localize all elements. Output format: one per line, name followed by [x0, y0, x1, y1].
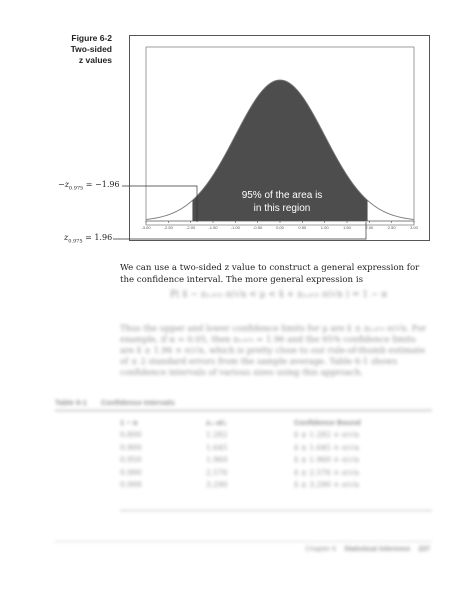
x-tick-label: 2.50 [387, 225, 396, 230]
confidence-formula: P( x̄ − z₀.₉₇₅ σ/√n < μ < x̄ + z₀.₉₇₅ σ/√n ) = 1 − α [170, 290, 388, 300]
table-title: Confidence Intervals [100, 398, 175, 407]
figure-title-line2: z values [78, 55, 112, 65]
footer-section: Statistical Inference [344, 546, 411, 553]
x-tick-label: -1.50 [208, 225, 218, 230]
page-footer [268, 546, 430, 553]
table-header-cell: Confidence Bound [294, 417, 361, 427]
x-tick-label: 1.00 [320, 225, 329, 230]
table-cell: 1.645 [206, 442, 228, 452]
table-cell: 0.999 [120, 480, 142, 490]
table-cell: x̄ ± 1.645 × σ/√n [294, 442, 360, 452]
table-cell: 3.290 [206, 480, 228, 490]
table-top-rule [55, 410, 432, 411]
table-row [120, 441, 432, 454]
x-tick-label: 2.00 [365, 225, 374, 230]
figure-title-line1: Two-sided [70, 44, 112, 54]
footer-rule [55, 541, 432, 542]
paragraph-2: Thus the upper and lower confidence limits for μ are x̄ ± z₀.₉₇₅ σ/√n. For example, if α = 0.05, then z₀.₉₇₅ = 1.96 and the 95% confidence limits are x̄ ± 1.96 × σ/√n, which is pretty close to our rule-of-thumb estimate of ± 2 standard errors from the sample average. Table 6-1 shows confidence intervals of various sizes using this approach. [120, 323, 427, 377]
lower-z-symbol: −z [58, 180, 69, 189]
table-header-cell: z₁₋α/₂ [206, 417, 227, 427]
lower-leader-line [122, 186, 197, 222]
footer-page-number: 227 [418, 546, 430, 553]
table-caption [55, 398, 189, 407]
table-cell: 1.282 [206, 430, 228, 440]
table-bottom-rule [120, 510, 432, 511]
x-tick-label: 3.00 [410, 225, 418, 230]
table-number: Table 6-1 [55, 398, 87, 407]
table-cell: 0.950 [120, 455, 142, 465]
lower-z-value: = −1.96 [85, 180, 120, 189]
x-tick-label: 1.50 [343, 225, 351, 230]
table-cell: x̄ ± 1.960 × σ/√n [294, 455, 360, 465]
figure-number: Figure 6-2 [71, 33, 112, 43]
table-cell: x̄ ± 1.282 × σ/√n [294, 430, 360, 440]
table-cell: x̄ ± 2.576 × σ/√n [294, 467, 360, 477]
annotation-line2: in this region [253, 203, 311, 214]
annotation-line1: 95% of the area is [241, 190, 323, 201]
x-axis-ticks [141, 221, 418, 230]
x-tick-label: -1.00 [230, 225, 240, 230]
table-header-cell: 1 − α [120, 417, 138, 427]
footer-chapter: Chapter 6 [305, 546, 337, 553]
x-tick-label: -3.00 [141, 225, 151, 230]
lower-z-label [58, 180, 120, 192]
upper-z-symbol: z [64, 233, 69, 242]
upper-z-label [64, 233, 112, 245]
table-cell: 0.990 [120, 467, 142, 477]
x-tick-label: -2.50 [163, 225, 173, 230]
table-cell: 0.900 [120, 442, 142, 452]
upper-z-value: = 1.96 [85, 233, 113, 242]
table-cell: 0.800 [120, 430, 142, 440]
x-tick-label: -2.00 [186, 225, 196, 230]
table-row [120, 429, 432, 442]
table-row [120, 466, 432, 479]
table-cell: 1.960 [206, 455, 228, 465]
confidence-table [120, 416, 432, 491]
paragraph-1: We can use a two-sided z value to construct a general expression for the confidence interval. The more general expression is [120, 263, 420, 285]
upper-z-subscript: 0.975 [68, 238, 83, 245]
lower-z-subscript: 0.975 [68, 185, 84, 192]
x-tick-label: 0.00 [276, 225, 284, 230]
table-cell: 2.576 [206, 467, 228, 477]
table-row [120, 454, 432, 467]
table-cell: x̄ ± 3.290 × σ/√n [294, 480, 360, 490]
table-row [120, 479, 432, 492]
x-tick-label: -0.50 [253, 225, 263, 230]
x-tick-label: 0.50 [298, 225, 307, 230]
table-header-row [120, 416, 432, 429]
